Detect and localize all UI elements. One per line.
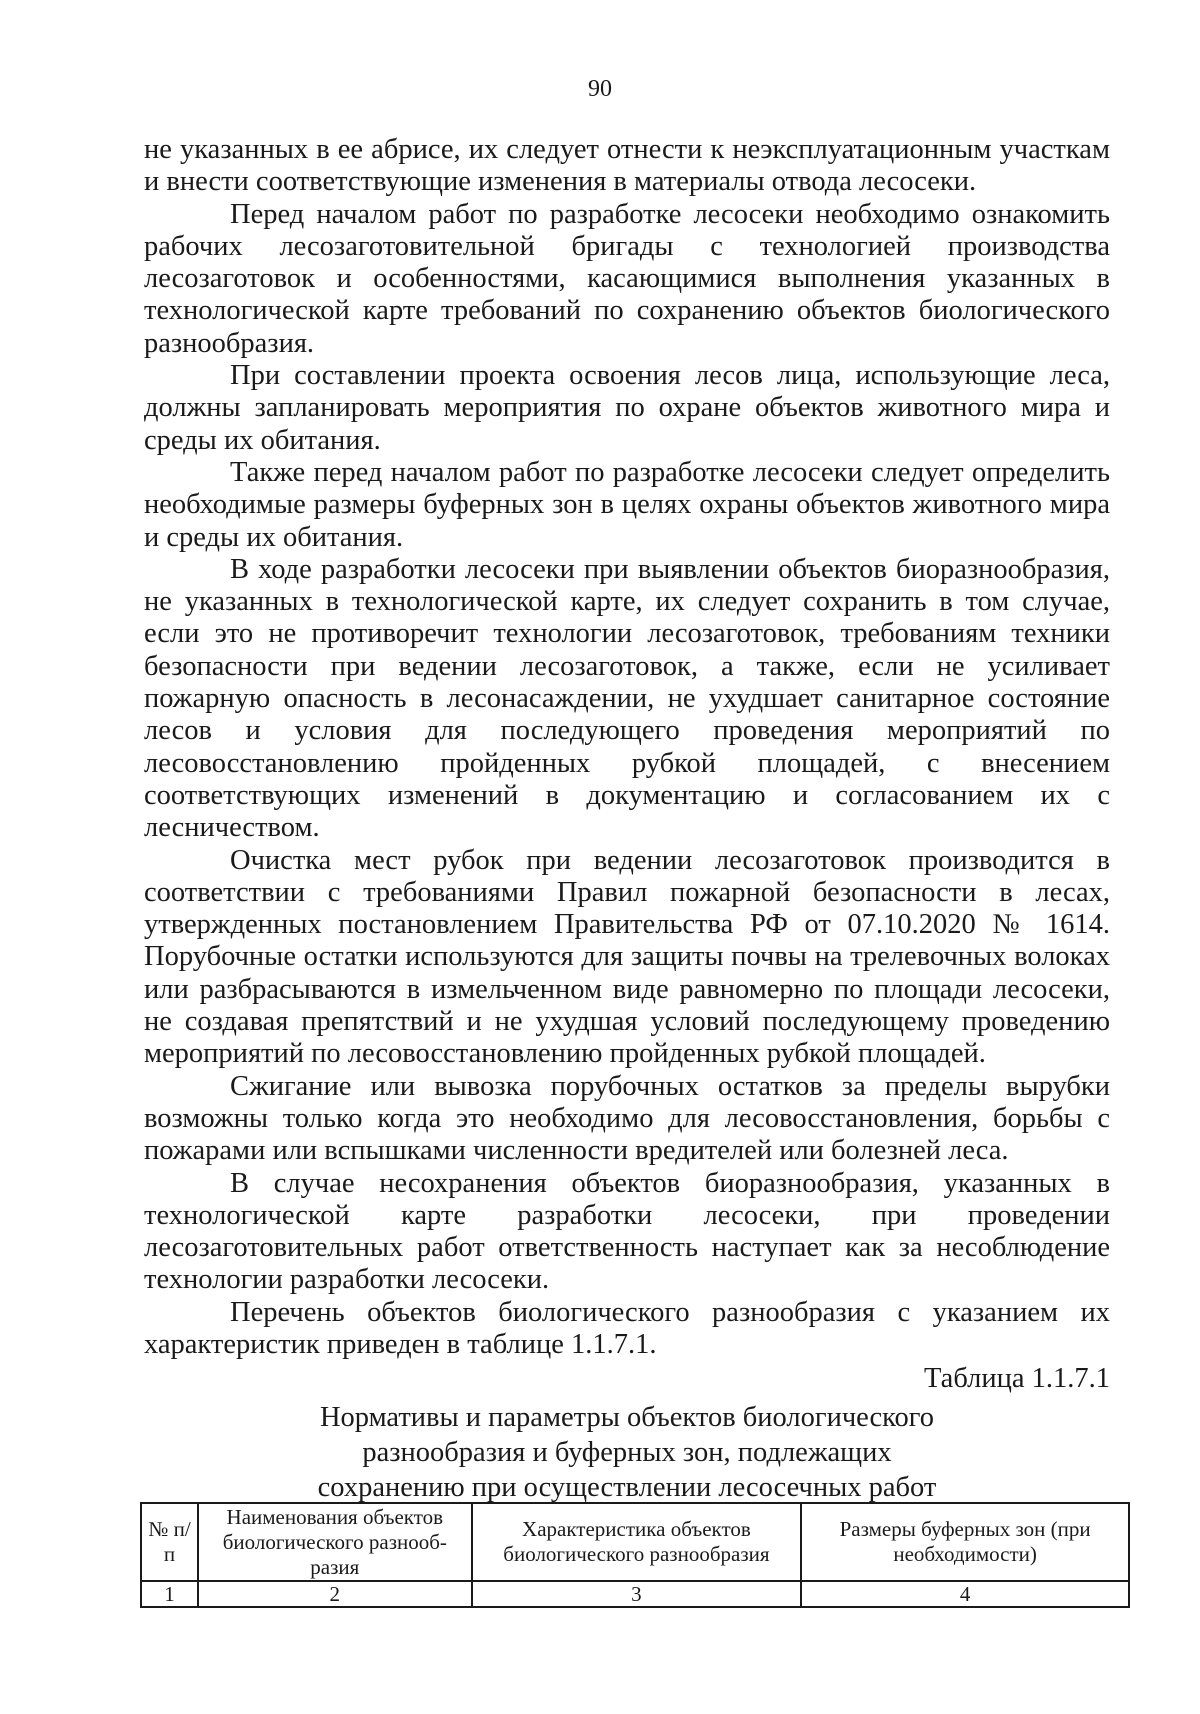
paragraph: В случае несохранения объектов биоразнообразия, указанных в технологической карте разработки лесосеки, при проведении лесозаготовительных работ ответственность наступает как за несоблюдение технологии разработки лесосеки. — [144, 1167, 1110, 1296]
paragraph: Также перед началом работ по разработке лесосеки следует определить необходимые размеры буферных зон в целях охраны объектов животного мира и среды их обитания. — [144, 456, 1110, 553]
paragraph: Очистка мест рубок при ведении лесозаготовок производится в соответствии с требованиями Правил пожарной безопасности в лесах, утвержденных постановлением Правительства РФ от 07.10.2020 № 1614. Порубочные остатки используются для защиты почвы на трелевочных волоках или разбрасываются в измельченном виде равномерно по площади лесосеки, не создавая препятствий и не ухудшая условий последующему проведению мероприятий по лесовосстановлению пройденных рубкой площадей. — [144, 844, 1110, 1070]
table-title-line: Нормативы и параметры объектов биологического — [319, 1401, 935, 1433]
table-title-line: разнообразия и буферных зон, подлежащих — [362, 1436, 892, 1468]
paragraph: При составлении проекта освоения лесов лица, использующие леса, должны запланировать мероприятия по охране объектов животного мира и среды их обитания. — [144, 360, 1110, 456]
table-label: Таблица 1.1.7.1 — [923, 1363, 1110, 1395]
paragraph: Сжигание или вывозка порубочных остатков за пределы вырубки возможны только когда это необходимо для лесовосстановления, борьбы с пожарами или вспышками численности вредителей или болезней леса. — [144, 1070, 1110, 1167]
paragraph: не указанных в ее абрисе, их следует отнести к неэксплуатационным участкам и внести соответствующие изменения в материалы отвода лесосеки. — [144, 134, 1110, 198]
column-number-cell: 3 — [472, 1581, 802, 1607]
header-number: № п/п — [141, 1503, 198, 1581]
table-title — [144, 1400, 1110, 1505]
table-row — [141, 1581, 1129, 1607]
table-header-row — [141, 1503, 1129, 1581]
body-text — [144, 134, 1110, 1505]
paragraph: Перечень объектов биологического разнообразия с указанием их характеристик приведен в таблице 1.1.7.1. — [144, 1296, 1110, 1360]
page-number: 90 — [588, 76, 612, 102]
table-title-line: сохранению при осуществлении лесосечных работ — [317, 1471, 937, 1503]
header-buffer-size: Размеры буферных зон (при необходимости) — [801, 1503, 1129, 1581]
column-number-cell: 2 — [198, 1581, 472, 1607]
biodiversity-table — [140, 1502, 1130, 1608]
paragraph: Перед началом работ по разработке лесосеки необходимо ознакомить рабочих лесозаготовительной бригады с технологией производства лесозаготовок и особенностями, касающимися выполнения указанных в технологической карте требований по сохранению объектов биологического разнообразия. — [144, 198, 1110, 359]
header-characteristics: Характеристика объектов биологического разнообразия — [472, 1503, 802, 1581]
paragraph: В ходе разработки лесосеки при выявлении объектов биоразнообразия, не указанных в технологической карте, их следует сохранить в том случае, если это не противоречит технологии лесозаготовок, требованиям техники безопасности при ведении лесозаготовок, а также, если не усиливает пожарную опасность в лесонасаждении, не ухудшает санитарное состояние лесов и условия для последующего проведения мероприятий по лесовосстановлению пройденных рубкой площадей, с внесением соответствующих изменений в документацию и согласованием их с лесничеством. — [144, 553, 1110, 844]
column-number-cell: 1 — [141, 1581, 198, 1607]
column-number-cell: 4 — [801, 1581, 1129, 1607]
header-object-name: Наименования объектов биологического разнооб-разия — [198, 1503, 472, 1581]
